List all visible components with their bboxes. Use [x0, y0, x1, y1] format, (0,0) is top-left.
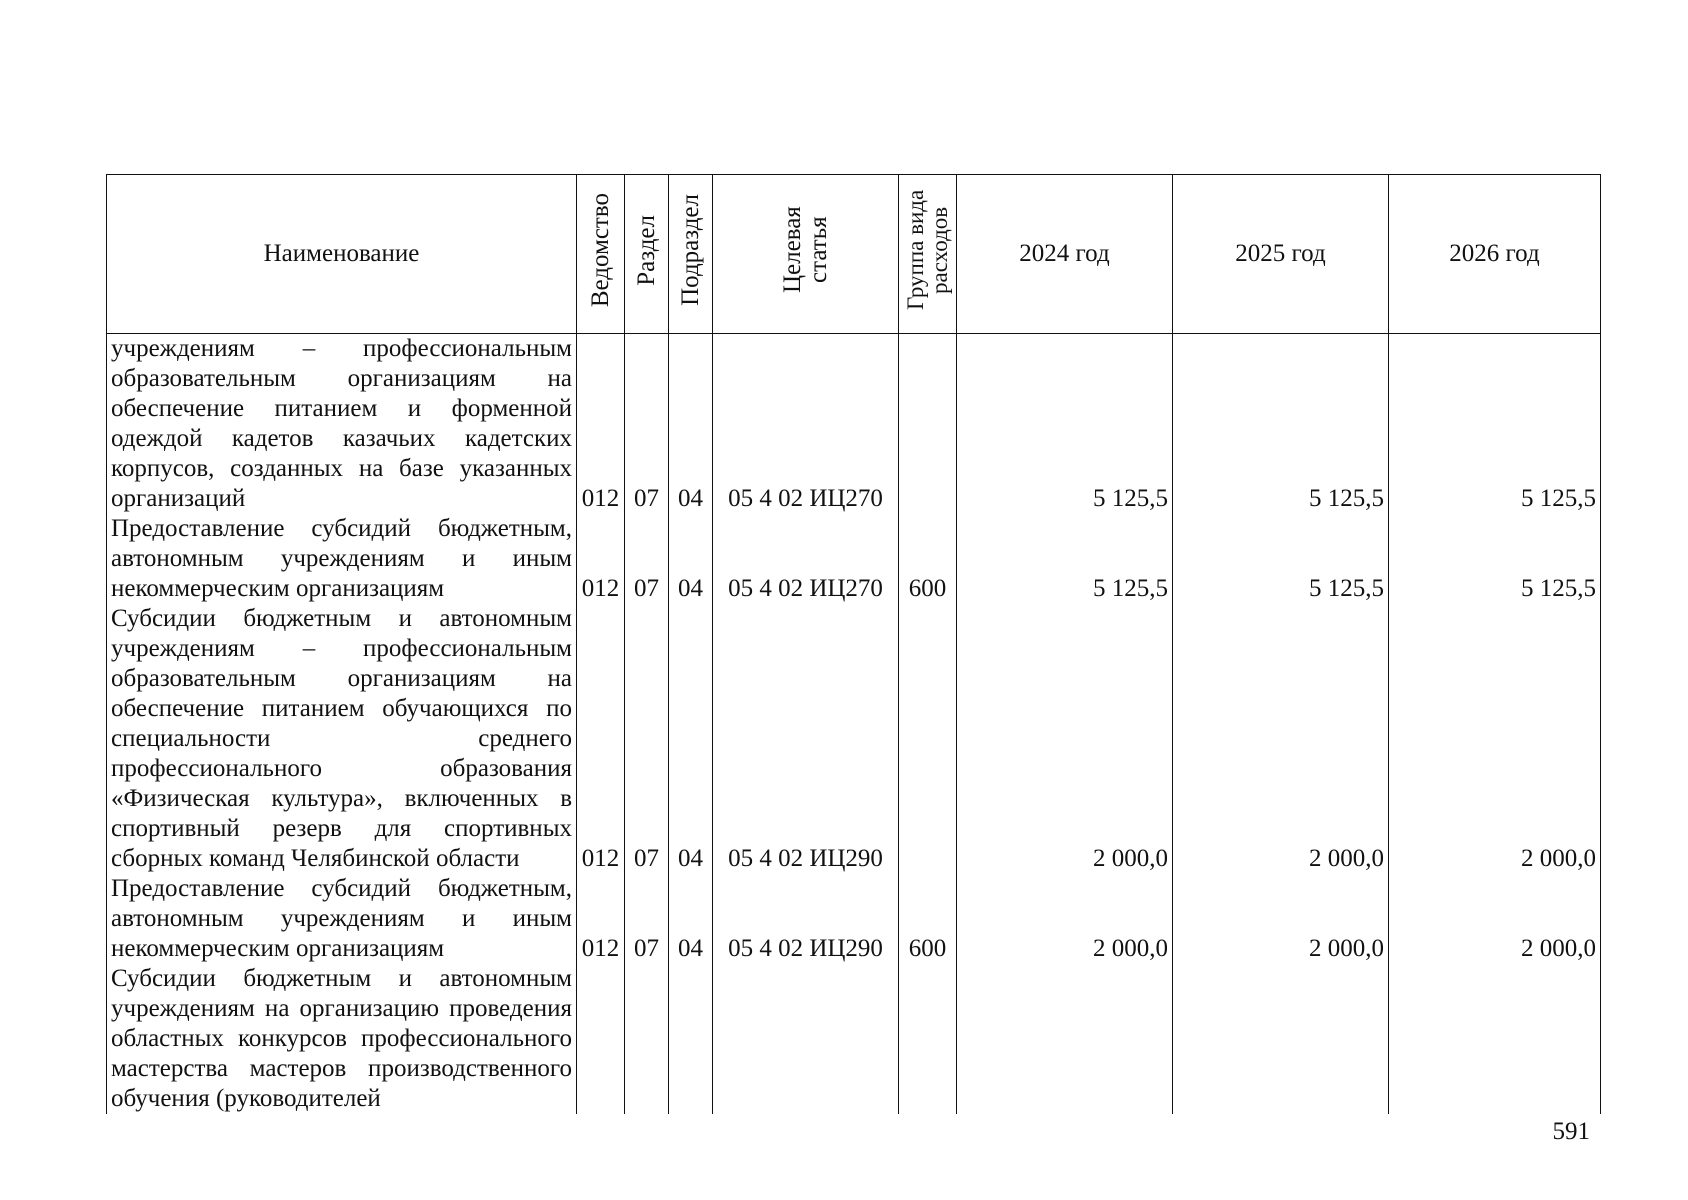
- header-2026: 2026 год: [1389, 175, 1601, 334]
- table-row: [107, 514, 1601, 604]
- table-row: [107, 334, 1601, 515]
- row-celevaya-statya: 05 4 02 ИЦ270: [713, 334, 899, 515]
- row-celevaya-statya: 05 4 02 ИЦ290: [713, 604, 899, 874]
- header-vedomstvo: Ведомство: [577, 175, 625, 334]
- row-vedomstvo: 012: [577, 514, 625, 604]
- row-celevaya-statya: 05 4 02 ИЦ290: [713, 874, 899, 964]
- row-razdel: 07: [625, 604, 669, 874]
- row-razdel: [625, 964, 669, 1114]
- header-podrazdel: Подраздел: [669, 175, 713, 334]
- row-2024: 5 125,5: [957, 334, 1173, 515]
- row-podrazdel: [669, 964, 713, 1114]
- row-2026: 5 125,5: [1389, 334, 1601, 515]
- page-number: 591: [1552, 1118, 1590, 1145]
- header-2024: 2024 год: [957, 175, 1173, 334]
- row-vedomstvo: 012: [577, 604, 625, 874]
- row-2025: 2 000,0: [1173, 604, 1389, 874]
- row-2025: 2 000,0: [1173, 874, 1389, 964]
- row-celevaya-statya: [713, 964, 899, 1114]
- row-2024: 2 000,0: [957, 874, 1173, 964]
- row-podrazdel: 04: [669, 514, 713, 604]
- row-vid-rashodov: [899, 964, 957, 1114]
- row-2024: [957, 964, 1173, 1114]
- header-2025: 2025 год: [1173, 175, 1389, 334]
- row-razdel: 07: [625, 874, 669, 964]
- row-name: Предоставление субсидий бюджетным, автономным учреждениям и иным некоммерческим организациям: [107, 514, 577, 604]
- row-2026: 2 000,0: [1389, 874, 1601, 964]
- row-celevaya-statya: 05 4 02 ИЦ270: [713, 514, 899, 604]
- table-row: [107, 964, 1601, 1114]
- row-2025: 5 125,5: [1173, 514, 1389, 604]
- row-razdel: 07: [625, 334, 669, 515]
- header-celevaya-statya: Целевая статья: [713, 175, 899, 334]
- table-row: [107, 874, 1601, 964]
- row-name: Субсидии бюджетным и автономным учреждениям на организацию проведения областных конкурсов профессионального мастерства мастеров производственного обучения (руководителей: [107, 964, 577, 1114]
- header-razdel: Раздел: [625, 175, 669, 334]
- row-vid-rashodov: [899, 334, 957, 515]
- row-name: Предоставление субсидий бюджетным, автономным учреждениям и иным некоммерческим организациям: [107, 874, 577, 964]
- row-vid-rashodov: 600: [899, 514, 957, 604]
- row-vid-rashodov: 600: [899, 874, 957, 964]
- header-gruppa-vida-rashodov: Группа вида расходов: [899, 175, 957, 334]
- row-2024: 2 000,0: [957, 604, 1173, 874]
- row-razdel: 07: [625, 514, 669, 604]
- budget-table: [106, 174, 1601, 1114]
- row-vid-rashodov: [899, 604, 957, 874]
- row-2026: 5 125,5: [1389, 514, 1601, 604]
- row-2025: 5 125,5: [1173, 334, 1389, 515]
- row-2024: 5 125,5: [957, 514, 1173, 604]
- row-vedomstvo: 012: [577, 334, 625, 515]
- row-podrazdel: 04: [669, 604, 713, 874]
- row-2026: 2 000,0: [1389, 604, 1601, 874]
- row-name: Субсидии бюджетным и автономным учреждениям – профессиональным образовательным организациям на обеспечение питанием обучающихся по специальности среднего профессионального образования «Физическая культура», включенных в спортивный резерв для спортивных сборных команд Челябинской области: [107, 604, 577, 874]
- row-podrazdel: 04: [669, 874, 713, 964]
- row-2026: [1389, 964, 1601, 1114]
- header-name: Наименование: [107, 175, 577, 334]
- row-name: учреждениям – профессиональным образовательным организациям на обеспечение питанием и форменной одеждой кадетов казачьих кадетских корпусов, созданных на базе указанных организаций: [107, 334, 577, 515]
- row-vedomstvo: 012: [577, 874, 625, 964]
- table-header-row: [107, 175, 1601, 334]
- row-vedomstvo: [577, 964, 625, 1114]
- row-2025: [1173, 964, 1389, 1114]
- row-podrazdel: 04: [669, 334, 713, 515]
- table-row: [107, 604, 1601, 874]
